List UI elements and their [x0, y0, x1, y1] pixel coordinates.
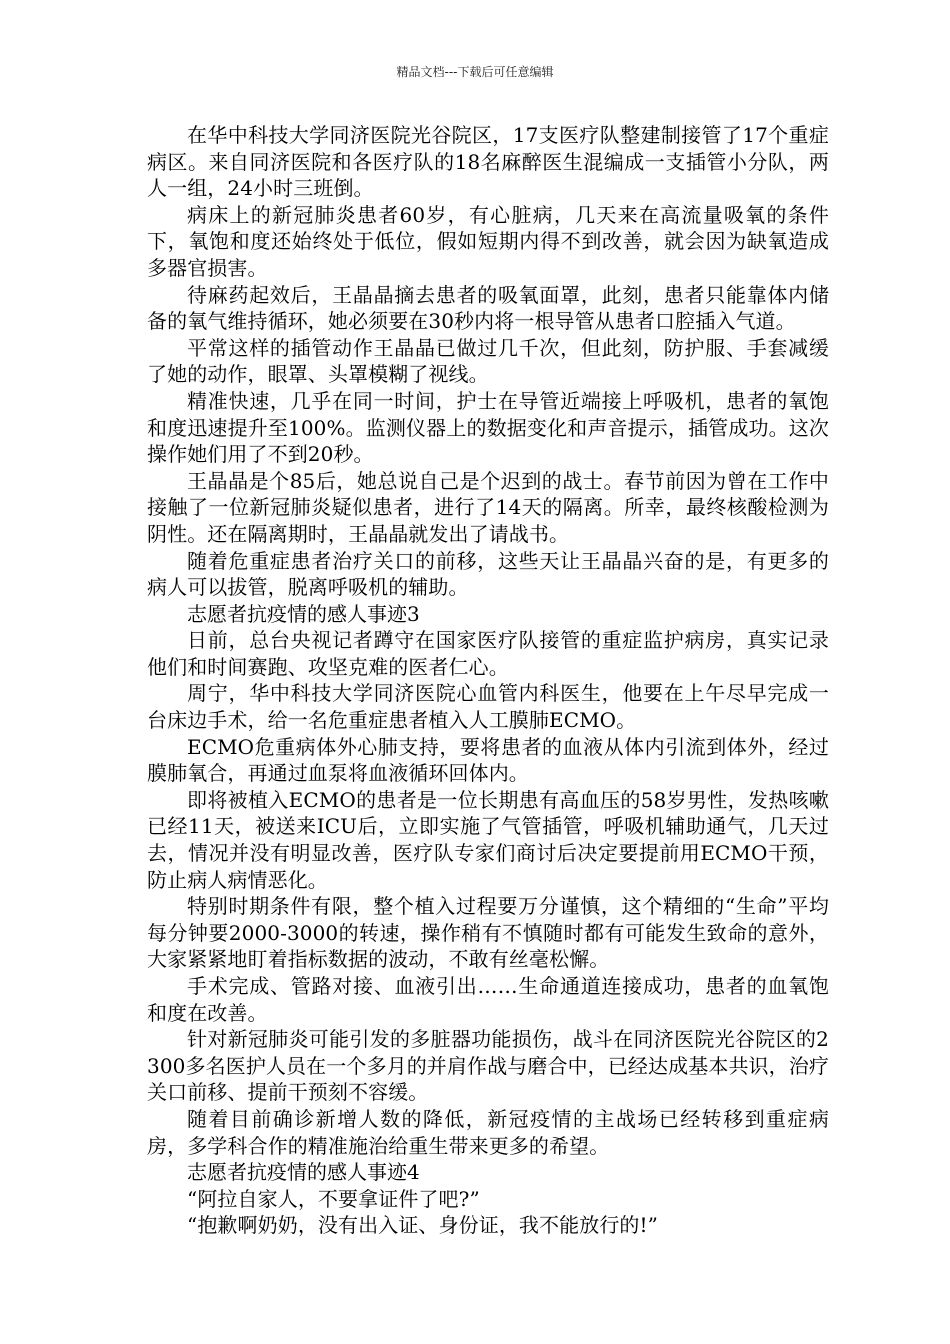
- paragraph: “抱歉啊奶奶，没有出入证、身份证，我不能放行的!”: [187, 1213, 658, 1238]
- paragraph: 日前，总台央视记者蹲守在国家医疗队接管的重症监护病房，真实记录他们和时间赛跑、攻坚克难的医者仁心。: [147, 628, 829, 679]
- paragraph: 王晶晶是个85后，她总说自己是个迟到的战士。春节前因为曾在工作中接触了一位新冠肺炎疑似患者，进行了14天的隔离。所幸，最终核酸检测为阴性。还在隔离期时，王晶晶就发出了请战书。: [147, 468, 829, 546]
- paragraph: 周宁，华中科技大学同济医院心血管内科医生，他要在上午尽早完成一台床边手术，给一名危重症患者植入人工膜肺ECMO。: [147, 681, 829, 733]
- paragraph: 平常这样的插管动作王晶晶已做过几千次，但此刻，防护服、手套减缓了她的动作，眼罩、头罩模糊了视线。: [147, 335, 829, 387]
- paragraph: 随着危重症患者治疗关口的前移，这些天让王晶晶兴奋的是，有更多的病人可以拔管，脱离呼吸机的辅助。: [147, 548, 829, 600]
- paragraph: 特别时期条件有限，整个植入过程要万分谨慎，这个精细的“生命”平均每分钟要2000-3000的转速，操作稍有不慎随时都有可能发生致命的意外，大家紧紧地盯着指标数据的波动，不敢有丝毫松懈。: [147, 894, 829, 972]
- paragraph: 随着目前确诊新增人数的降低，新冠疫情的主战场已经转移到重症病房，多学科合作的精准施治给重生带来更多的希望。: [147, 1106, 829, 1158]
- paragraph: ECMO危重病体外心肺支持，要将患者的血液从体内引流到体外，经过膜肺氧合，再通过血泵将血液循环回体内。: [147, 734, 829, 786]
- paragraph: 即将被植入ECMO的患者是一位长期患有高血压的58岁男性，发热咳嗽已经11天，被送来ICU后，立即实施了气管插管，呼吸机辅助通气，几天过去，情况并没有明显改善，医疗队专家们商讨后决定要提前用ECMO干预，防止病人病情恶化。: [147, 787, 829, 892]
- page-header: 精品文档---下载后可任意编辑: [396, 65, 554, 79]
- paragraph: 病床上的新冠肺炎患者60岁，有心脏病，几天来在高流量吸氧的条件下，氧饱和度还始终处于低位，假如短期内得不到改善，就会因为缺氧造成多器官损害。: [147, 202, 829, 280]
- paragraph: 手术完成、管路对接、血液引出……生命通道连接成功，患者的血氧饱和度在改善。: [147, 974, 829, 1025]
- paragraph: 待麻药起效后，王晶晶摘去患者的吸氧面罩，此刻，患者只能靠体内储备的氧气维持循环，她必须要在30秒内将一根导管从患者口腔插入气道。: [147, 282, 829, 334]
- paragraph: 针对新冠肺炎可能引发的多脏器功能损伤，战斗在同济医院光谷院区的2300多名医护人员在一个多月的并肩作战与磨合中，已经达成基本共识，治疗关口前移、提前干预刻不容缓。: [147, 1027, 829, 1105]
- section-heading: 志愿者抗疫情的感人事迹3: [187, 601, 420, 626]
- paragraph: 精准快速，几乎在同一时间，护士在导管近端接上呼吸机，患者的氧饱和度迅速提升至100%。监测仪器上的数据变化和声音提示，插管成功。这次操作她们用了不到20秒。: [147, 388, 829, 467]
- paragraph: 在华中科技大学同济医院光谷院区，17支医疗队整建制接管了17个重症病区。来自同济医院和各医疗队的18名麻醉医生混编成一支插管小分队，两人一组，24小时三班倒。: [147, 123, 829, 201]
- document-body: [147, 122, 829, 1239]
- section-heading: 志愿者抗疫情的感人事迹4: [187, 1160, 420, 1185]
- paragraph: “阿拉自家人，不要拿证件了吧?”: [187, 1186, 480, 1211]
